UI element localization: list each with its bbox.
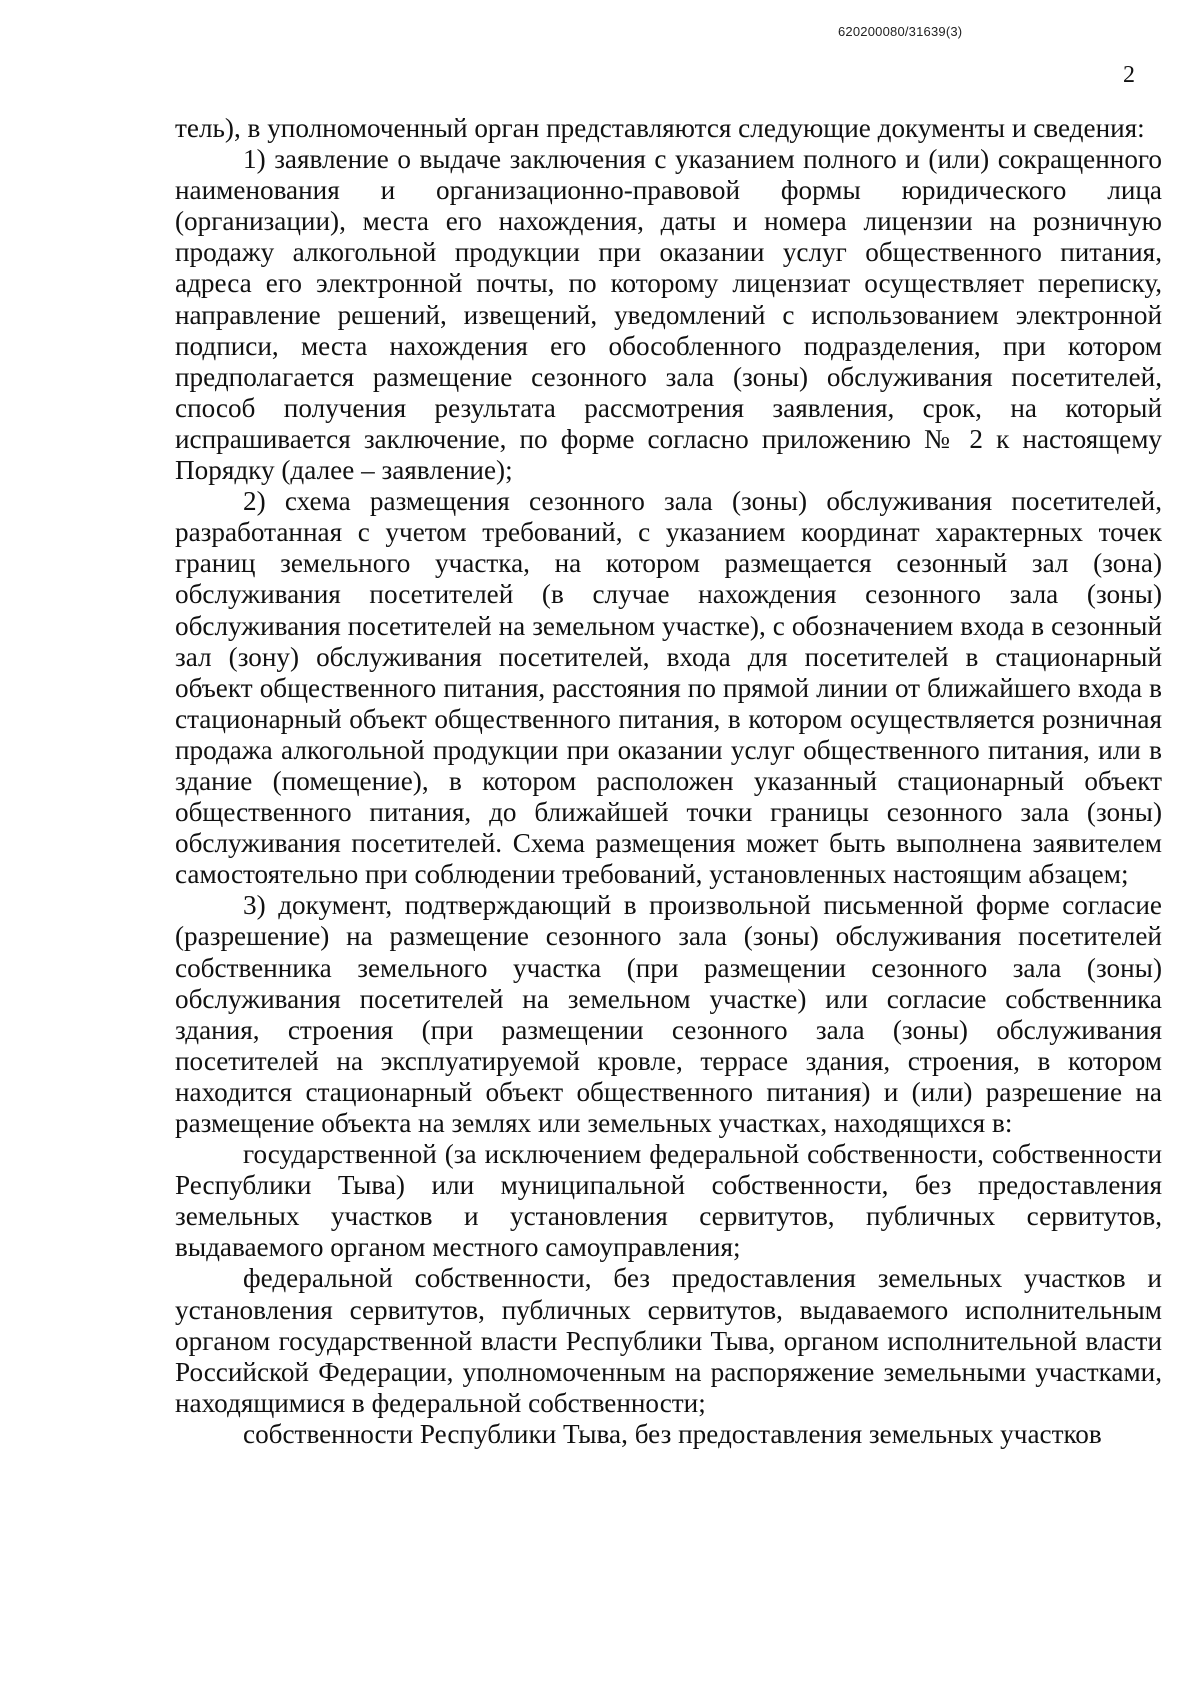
document-body [175,113,1162,1450]
paragraph-republic-property: собственности Республики Тыва, без предоставления земельных участков [243,1418,1102,1449]
paragraph-continuation: тель), в уполномоченный орган представляются следующие документы и сведения: [175,113,1145,143]
page-number: 2 [1123,62,1135,88]
paragraph-item-1: 1) заявление о выдаче заключения с указанием полного и (или) сокращенного наименования и организационно-правовой формы юридического лица (организации), места его нахождения, даты и номера лицензии на розничную продажу алкогольной продукции при оказании услуг общественного питания, адреса его электронной почты, по которому лицензиат осуществляет переписку, направление решений, извещений, уведомлений с использованием электронной подписи, места нахождения его обособленного подразделения, при котором предполагается размещение сезонного зала (зоны) обслуживания посетителей, способ получения результата рассмотрения заявления, срок, на который испрашивается заключение, по форме согласно приложению № 2 к настоящему Порядку (далее – заявление); [175,144,1162,486]
document-id: 620200080/31639(3) [838,24,963,39]
paragraph-state-property: государственной (за исключением федеральной собственности, собственности Республики Тыва) или муниципальной собственности, без предоставления земельных участков и установления сервитутов, публичных сервитутов, выдаваемого органом местного самоуправления; [175,1139,1162,1263]
paragraph-item-2: 2) схема размещения сезонного зала (зоны) обслуживания посетителей, разработанная с учетом требований, с указанием координат характерных точек границ земельного участка, на котором размещается сезонный зал (зона) обслуживания посетителей (в случае нахождения сезонного зала (зоны) обслуживания посетителей на земельном участке), с обозначением входа в сезонный зал (зону) обслуживания посетителей, входа для посетителей в стационарный объект общественного питания, расстояния по прямой линии от ближайшего входа в стационарный объект общественного питания, в котором осуществляется розничная продажа алкогольной продукции при оказании услуг общественного питания, или в здание (помещение), в котором расположен указанный стационарный объект общественного питания, до ближайшей точки границы сезонного зала (зоны) обслуживания посетителей. Схема размещения может быть выполнена заявителем самостоятельно при соблюдении требований, установленных настоящим абзацем; [175,486,1162,890]
paragraph-item-3: 3) документ, подтверждающий в произвольной письменной форме согласие (разрешение) на размещение сезонного зала (зоны) обслуживания посетителей собственника земельного участка (при размещении сезонного зала (зоны) обслуживания посетителей на земельном участке) или согласие собственника здания, строения (при размещении сезонного зала (зоны) обслуживания посетителей на эксплуатируемой кровле, террасе здания, строения, в котором находится стационарный объект общественного питания) и (или) разрешение на размещение объекта на землях или земельных участках, находящихся в: [175,890,1162,1138]
paragraph-federal-property: федеральной собственности, без предоставления земельных участков и установления сервитутов, публичных сервитутов, выдаваемого исполнительным органом государственной власти Республики Тыва, органом исполнительной власти Российской Федерации, уполномоченным на распоряжение земельными участками, находящимися в федеральной собственности; [175,1263,1162,1418]
